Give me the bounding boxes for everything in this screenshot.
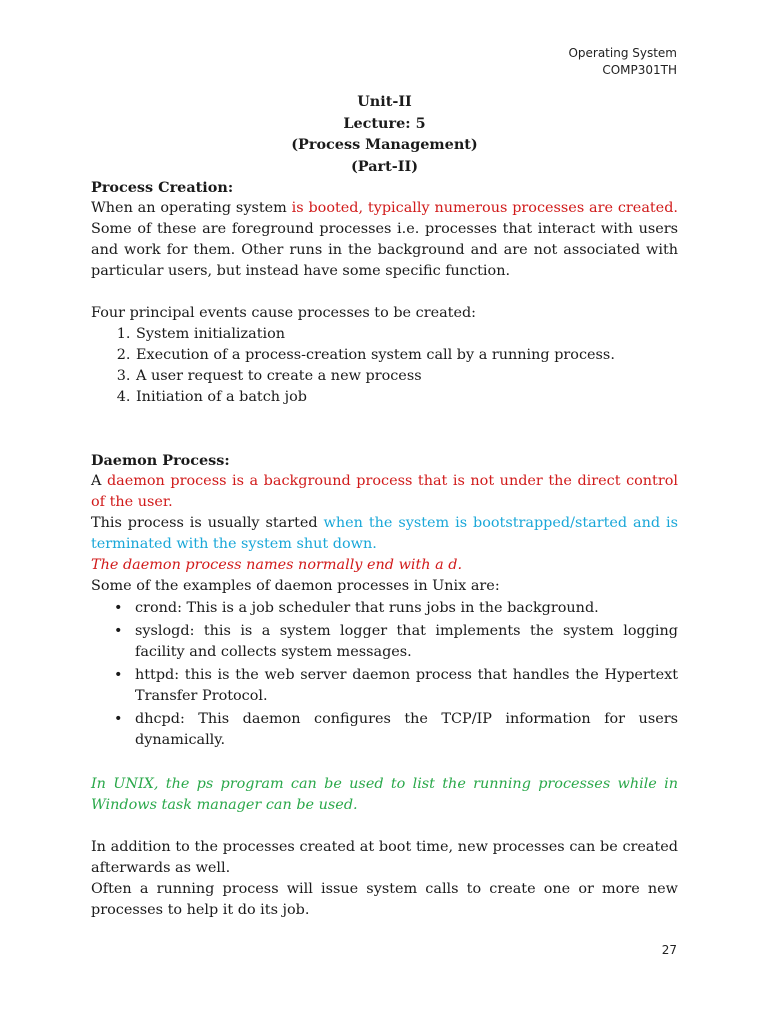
part-title: (Part-II)	[350, 157, 419, 175]
ps-note: In UNIX, the ps program can be used to list the running processes while in Windows task manager can be used.	[91, 776, 678, 813]
course-name: Operating System	[568, 46, 677, 60]
closing-paragraph-2: Often a running process will issue system calls to create one or more new processes to help it do its job.	[91, 881, 678, 918]
daemon-def-start: A	[91, 473, 107, 489]
daemon-names-note: The daemon process names normally end with a d.	[91, 557, 463, 573]
list-item: 3. A user request to create a new process	[135, 366, 678, 387]
list-item: 1. System initialization	[135, 324, 678, 345]
list-item: 4. Initiation of a batch job	[135, 387, 678, 408]
lecture-title: Lecture: 5	[343, 114, 426, 132]
daemon-started-highlight: when the system is bootstrapped/started and is terminated with the system shut down.	[91, 515, 678, 552]
daemon-heading: Daemon Process:	[91, 452, 230, 469]
process-creation-highlight: is booted, typically numerous processes are created.	[291, 200, 678, 216]
daemon-def-highlight: daemon process is a background process that is not under the direct control of the user.	[91, 473, 678, 510]
process-creation-text-rest: Some of these are foreground processes i.e. processes that interact with users and work for them. Other runs in the background and are not associated with particular users, but instead have some specific function.	[91, 221, 678, 279]
course-code: COMP301TH	[602, 63, 677, 77]
unit-title: Unit-II	[357, 93, 412, 110]
list-item: • syslogd: this is a system logger that implements the system logging facility and collects system messages.	[135, 621, 678, 663]
daemon-examples-list	[91, 598, 678, 751]
events-list	[91, 324, 678, 408]
process-creation-paragraph	[91, 198, 678, 282]
list-item: 2. Execution of a process-creation system call by a running process.	[135, 345, 678, 366]
list-item: • dhcpd: This daemon configures the TCP/IP information for users dynamically.	[135, 709, 678, 751]
daemon-started	[91, 513, 678, 555]
topic-title: (Process Management)	[291, 136, 478, 153]
title-block	[91, 91, 678, 177]
daemon-definition	[91, 471, 678, 513]
events-intro: Four principal events cause processes to be created:	[91, 305, 477, 321]
list-item: • httpd: this is the web server daemon process that handles the Hypertext Transfer Protocol.	[135, 665, 678, 707]
page-content	[91, 91, 678, 921]
daemon-examples-intro: Some of the examples of daemon processes in Unix are:	[91, 578, 500, 594]
daemon-started-start: This process is usually started	[91, 515, 324, 531]
page-number: 27	[661, 943, 677, 957]
process-creation-text-start: When an operating system	[91, 200, 292, 216]
process-creation-heading: Process Creation:	[91, 179, 234, 196]
list-item: • crond: This is a job scheduler that runs jobs in the background.	[135, 598, 678, 619]
closing-paragraph-1: In addition to the processes created at boot time, new processes can be created afterwards as well.	[91, 839, 678, 876]
page-header	[568, 45, 677, 79]
